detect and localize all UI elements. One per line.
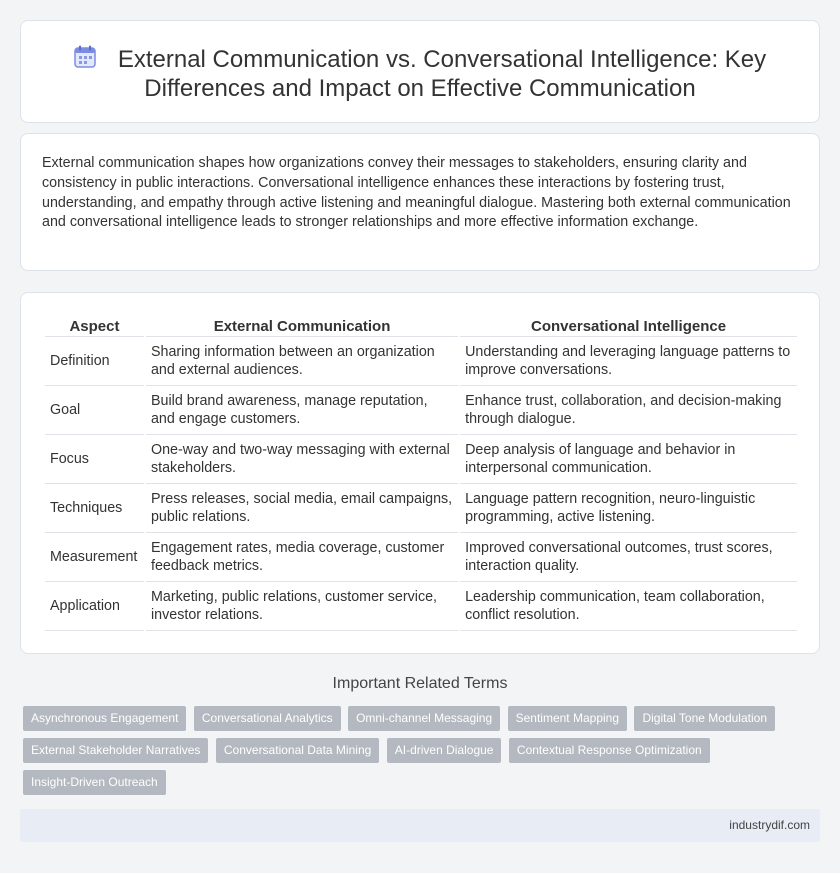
footer-bar xyxy=(20,809,820,842)
row-aspect: Application xyxy=(45,582,144,631)
row-external-value: Sharing information between an organization and external audiences. xyxy=(146,337,458,386)
comparison-table xyxy=(43,315,799,631)
row-conversational-value: Improved conversational outcomes, trust scores, interaction quality. xyxy=(460,533,797,582)
related-terms-heading: Important Related Terms xyxy=(332,675,508,692)
calendar-icon xyxy=(74,45,96,69)
header-external-communication: External Communication xyxy=(146,315,458,337)
header-conversational-intelligence: Conversational Intelligence xyxy=(460,315,797,337)
table-row xyxy=(45,435,797,484)
row-aspect: Definition xyxy=(45,337,144,386)
related-term-tag[interactable]: Contextual Response Optimization xyxy=(509,738,710,763)
comparison-card xyxy=(20,292,820,654)
related-term-tag[interactable]: Conversational Analytics xyxy=(194,706,341,731)
related-term-tag[interactable]: Omni-channel Messaging xyxy=(348,706,500,731)
row-aspect: Measurement xyxy=(45,533,144,582)
related-term-tag[interactable]: External Stakeholder Narratives xyxy=(23,738,208,763)
row-aspect: Focus xyxy=(45,435,144,484)
page-title-text: External Communication vs. Conversational Intelligence: Key Differences and Impact on Effective Communication xyxy=(117,46,767,102)
related-term-tag[interactable]: Asynchronous Engagement xyxy=(23,706,186,731)
table-row xyxy=(45,337,797,386)
row-external-value: Marketing, public relations, customer service, investor relations. xyxy=(146,582,458,631)
related-term-tag[interactable]: Sentiment Mapping xyxy=(508,706,627,731)
title-card xyxy=(20,20,820,123)
table-header-row xyxy=(45,315,797,337)
related-term-tag[interactable]: Conversational Data Mining xyxy=(216,738,379,763)
row-aspect: Goal xyxy=(45,386,144,435)
related-term-tag[interactable]: Insight-Driven Outreach xyxy=(23,770,166,795)
footer-site-link[interactable]: industrydif.com xyxy=(729,818,810,832)
intro-paragraph: External communication shapes how organizations convey their messages to stakeholders, ensuring clarity and consistency in public interactions. Conversational intelligence enhances these interactions by fostering trust, understanding, and empathy through active listening and meaningful dialogue. Mastering both external communication and conversational intelligence leads to stronger relationships and more effective information exchange. xyxy=(42,155,791,231)
related-term-tag[interactable]: AI-driven Dialogue xyxy=(387,738,502,763)
row-aspect: Techniques xyxy=(45,484,144,533)
row-external-value: Press releases, social media, email campaigns, public relations. xyxy=(146,484,458,533)
related-term-tag[interactable]: Digital Tone Modulation xyxy=(634,706,775,731)
intro-card xyxy=(20,133,820,271)
table-row xyxy=(45,582,797,631)
table-row xyxy=(45,484,797,533)
row-conversational-value: Language pattern recognition, neuro-linguistic programming, active listening. xyxy=(460,484,797,533)
page-title xyxy=(61,45,779,103)
row-external-value: Engagement rates, media coverage, customer feedback metrics. xyxy=(146,533,458,582)
row-external-value: One-way and two-way messaging with external stakeholders. xyxy=(146,435,458,484)
row-conversational-value: Understanding and leveraging language patterns to improve conversations. xyxy=(460,337,797,386)
header-aspect: Aspect xyxy=(45,315,144,337)
row-conversational-value: Leadership communication, team collaboration, conflict resolution. xyxy=(460,582,797,631)
row-conversational-value: Enhance trust, collaboration, and decision-making through dialogue. xyxy=(460,386,797,435)
related-terms-list xyxy=(23,706,813,802)
table-row xyxy=(45,533,797,582)
row-external-value: Build brand awareness, manage reputation, and engage customers. xyxy=(146,386,458,435)
table-row xyxy=(45,386,797,435)
row-conversational-value: Deep analysis of language and behavior in interpersonal communication. xyxy=(460,435,797,484)
